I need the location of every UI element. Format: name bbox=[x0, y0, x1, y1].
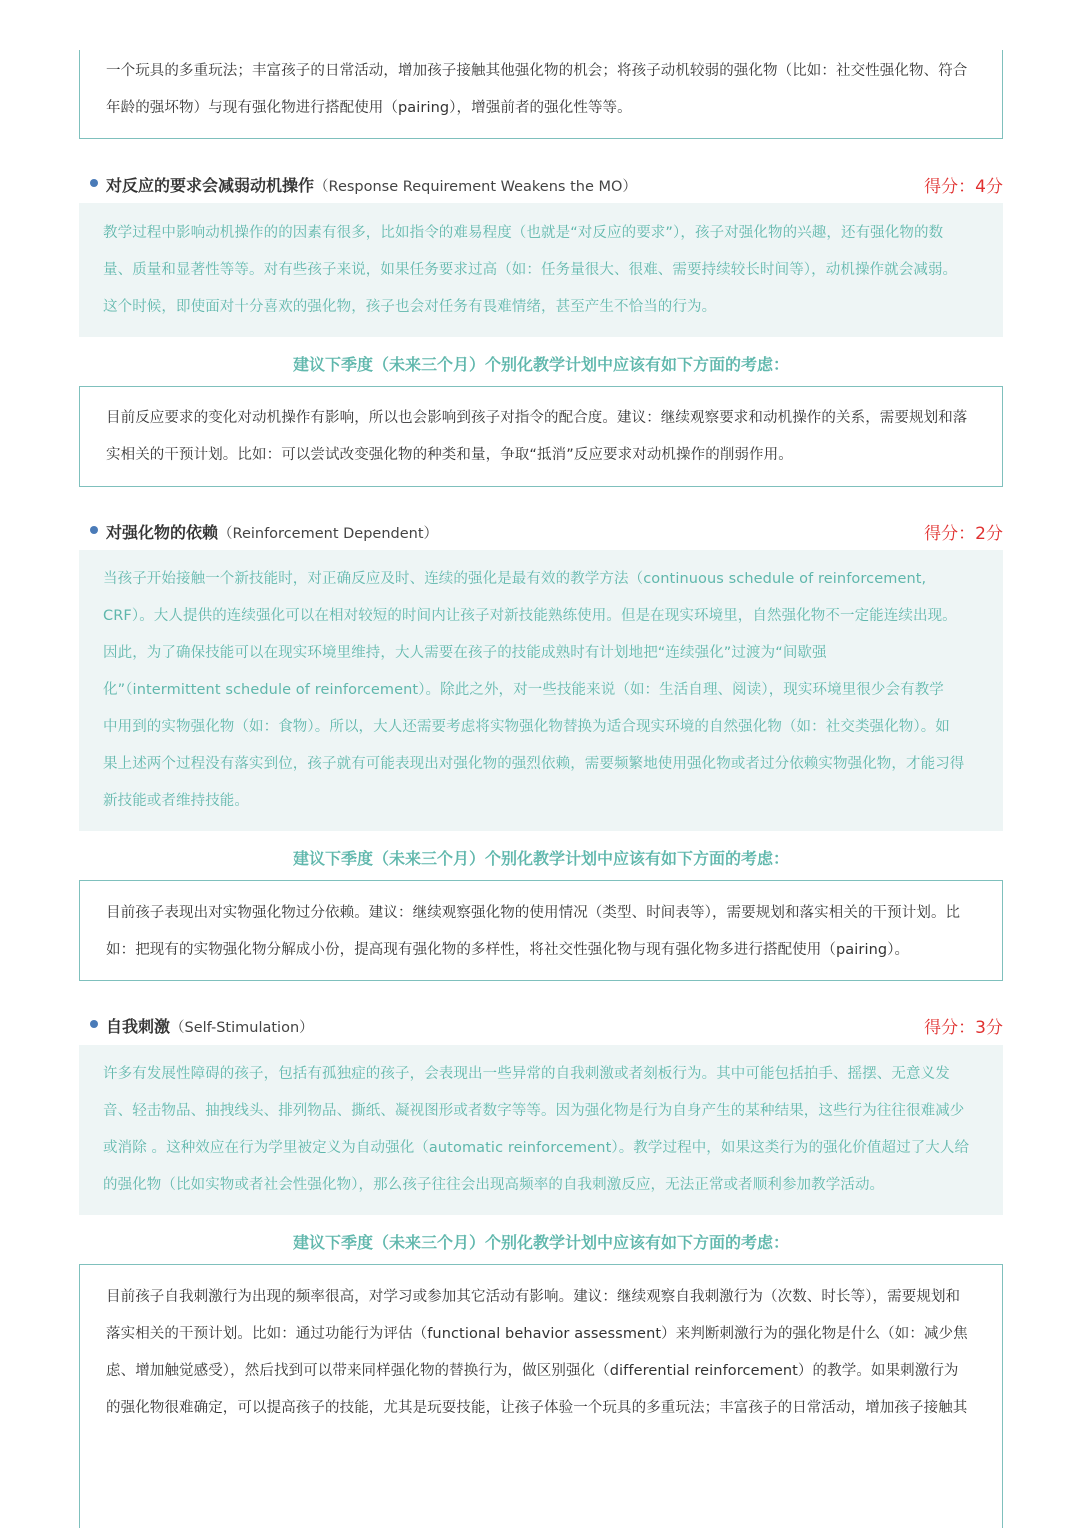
section-description bbox=[79, 203, 1003, 337]
section-title-en: （Self-Stimulation） bbox=[170, 1020, 314, 1036]
recommendation-box bbox=[79, 880, 1003, 981]
section-header-reinforcement-dependent bbox=[90, 520, 1003, 542]
description-line: 音、轻击物品、抽拽线头、排列物品、撕纸、凝视图形或者数字等等。因为强化物是行为自身产生的某种结果，这些行为往往很难减少 bbox=[103, 1103, 965, 1119]
bullet-dot-icon bbox=[90, 1020, 98, 1028]
bullet-dot-icon bbox=[90, 526, 98, 534]
description-line: 新技能或者维持技能。 bbox=[103, 793, 249, 809]
description-line: 的强化物（比如实物或者社会性强化物），那么孩子往往会出现高频率的自我刺激反应，无法正常或者顺利参加教学活动。 bbox=[103, 1177, 885, 1193]
score-label: 得分：4分 bbox=[924, 177, 1003, 197]
description-line: 果上述两个过程没有落实到位，孩子就有可能表现出对强化物的强烈依赖，需要频繁地使用强化物或者过分依赖实物强化物，才能习得 bbox=[103, 756, 965, 772]
section-header-response-requirement bbox=[90, 173, 1003, 195]
recommendation-line: 目前孩子表现出对实物强化物过分依赖。建议：继续观察强化物的使用情况（类型、时间表等），需要规划和落实相关的干预计划。比 bbox=[106, 905, 961, 921]
section-title: 对强化物的依赖（Reinforcement Dependent） bbox=[106, 523, 439, 542]
description-line: 这个时候，即使面对十分喜欢的强化物，孩子也会对任务有畏难情绪，甚至产生不恰当的行为。 bbox=[103, 299, 717, 315]
section-title-en: （Reinforcement Dependent） bbox=[218, 526, 439, 542]
section-header-self-stimulation bbox=[90, 1014, 1003, 1036]
recommendation-heading: 建议下季度（未来三个月）个别化教学计划中应该有如下方面的考虑： bbox=[292, 355, 789, 374]
intro-line: 一个玩具的多重玩法；丰富孩子的日常活动，增加孩子接触其他强化物的机会；将孩子动机较弱的强化物（比如：社交性强化物、符合 bbox=[106, 63, 968, 79]
recommendation-line: 实相关的干预计划。比如：可以尝试改变强化物的种类和量，争取“抵消”反应要求对动机操作的削弱作用。 bbox=[106, 447, 793, 463]
section-title-en: （Response Requirement Weakens the MO） bbox=[314, 179, 637, 195]
bullet-dot-icon bbox=[90, 179, 98, 187]
description-line: 因此，为了确保技能可以在现实环境里维持，大人需要在孩子的技能成熟时有计划地把“连续强化”过渡为“间歇强 bbox=[103, 645, 827, 661]
intro-line: 年龄的强坏物）与现有强化物进行搭配使用（pairing），增强前者的强化性等等。 bbox=[106, 100, 632, 116]
recommendation-heading: 建议下季度（未来三个月）个别化教学计划中应该有如下方面的考虑： bbox=[292, 849, 789, 868]
description-line: 中用到的实物强化物（如：食物）。所以，大人还需要考虑将实物强化物替换为适合现实环境的自然强化物（如：社交类强化物）。如 bbox=[103, 719, 950, 735]
recommendation-box bbox=[79, 386, 1003, 487]
section-title: 对反应的要求会减弱动机操作（Response Requirement Weakens the MO） bbox=[106, 176, 637, 195]
recommendation-line: 如：把现有的实物强化物分解成小份，提高现有强化物的多样性，将社交性强化物与现有强化物多进行搭配使用（pairing）。 bbox=[106, 942, 910, 958]
score-label: 得分：2分 bbox=[924, 524, 1003, 544]
recommendation-line: 目前反应要求的变化对动机操作有影响，所以也会影响到孩子对指令的配合度。建议：继续观察要求和动机操作的关系，需要规划和落 bbox=[106, 410, 968, 426]
description-line: CRF）。大人提供的连续强化可以在相对较短的时间内让孩子对新技能熟练使用。但是在现实环境里，自然强化物不一定能连续出现。 bbox=[103, 608, 957, 624]
recommendation-line: 的强化物很难确定，可以提高孩子的技能，尤其是玩耍技能，让孩子体验一个玩具的多重玩法；丰富孩子的日常活动，增加孩子接触其 bbox=[106, 1400, 968, 1416]
description-line: 许多有发展性障碍的孩子，包括有孤独症的孩子，会表现出一些异常的自我刺激或者刻板行为。其中可能包括拍手、摇摆、无意义发 bbox=[103, 1066, 950, 1082]
description-line: 量、质量和显著性等等。对有些孩子来说，如果任务要求过高（如：任务量很大、很难、需要持续较长时间等），动机操作就会减弱。 bbox=[103, 262, 958, 278]
section-description bbox=[79, 550, 1003, 831]
description-line: 或消除 。这种效应在行为学里被定义为自动强化（automatic reinforcement）。教学过程中，如果这类行为的强化价值超过了大人给 bbox=[103, 1140, 970, 1156]
recommendation-box bbox=[79, 1264, 1003, 1528]
section-title: 自我刺激（Self-Stimulation） bbox=[106, 1017, 314, 1036]
description-line: 当孩子开始接触一个新技能时，对正确反应及时、连续的强化是最有效的教学方法（continuous schedule of reinforcement, bbox=[103, 571, 927, 587]
recommendation-line: 目前孩子自我刺激行为出现的频率很高，对学习或参加其它活动有影响。建议：继续观察自我刺激行为（次数、时长等），需要规划和 bbox=[106, 1289, 961, 1305]
recommendation-heading: 建议下季度（未来三个月）个别化教学计划中应该有如下方面的考虑： bbox=[292, 1233, 789, 1252]
description-line: 教学过程中影响动机操作的的因素有很多，比如指令的难易程度（也就是“对反应的要求”），孩子对强化物的兴趣，还有强化物的数 bbox=[103, 225, 944, 241]
score-label: 得分：3分 bbox=[924, 1018, 1003, 1038]
recommendation-line: 落实相关的干预计划。比如：通过功能行为评估（functional behavior assessment）来判断刺激行为的强化物是什么（如：减少焦 bbox=[106, 1326, 968, 1342]
intro-recommendation-box bbox=[79, 50, 1003, 139]
recommendation-line: 虑、增加触觉感受），然后找到可以带来同样强化物的替换行为，做区别强化（differential reinforcement）的教学。如果刺激行为 bbox=[106, 1363, 959, 1379]
section-description bbox=[79, 1045, 1003, 1215]
description-line: 化”（intermittent schedule of reinforcement）。除此之外，对一些技能来说（如：生活自理、阅读），现实环境里很少会有教学 bbox=[103, 682, 944, 698]
